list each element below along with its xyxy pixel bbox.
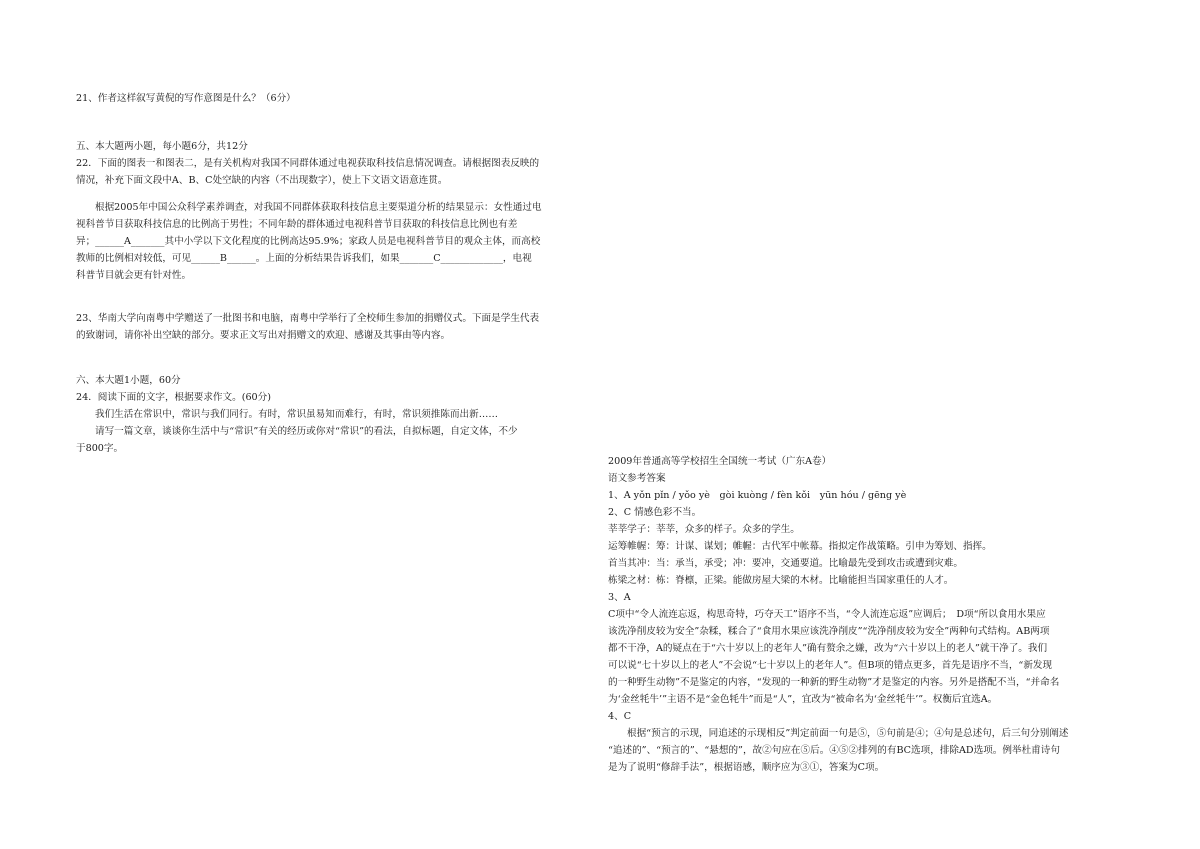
question-24-requirement-line: 于800字。: [76, 443, 124, 454]
answer-2: 2、C 情感色彩不当。: [608, 507, 702, 518]
passage-line: 科普节目就会更有针对性。: [76, 270, 192, 281]
question-24-quote: 我们生活在常识中，常识与我们同行。有时，常识虽易知而难行，有时，常识须推陈而出新……: [95, 409, 498, 420]
answer-2-note: 首当其冲：当：承当，承受；冲：要冲，交通要道。比喻最先受到攻击或遭到灾难。: [608, 558, 963, 569]
section-5-title: 五、本大题两小题，每小题6分，共12分: [76, 141, 248, 152]
answer-2-note: 运筹帷幄：筹：计谋、谋划；帷幄：古代军中帐幕。指拟定作战策略。引申为筹划、指挥。: [608, 541, 992, 552]
answer-2-note: 莘莘学子：莘莘，众多的样子。众多的学生。: [608, 524, 800, 535]
passage-line: 教师的比例相对较低，可见______B______。上面的分析结果告诉我们，如果_______C_____________，电视: [76, 253, 532, 264]
question-22-prompt-line: 22．下面的图表一和图表二，是有关机构对我国不同群体通过电视获取科技信息情况调查。请根据图表反映的: [76, 158, 540, 169]
answer-3-explanation-line: 可以说“七十岁以上的老人”不会说“七十岁以上的老年人”。但B项的错点更多，首先是语序不当，“新发现: [608, 660, 1053, 671]
answer-3-explanation-line: 的一种野生动物”不是鉴定的内容，“发现的一种新的野生动物”才是鉴定的内容。另外是搭配不当，“并命名: [608, 677, 1060, 688]
passage-line: 异；______A_______其中小学以下文化程度的比例高达95.9%；家政人员是电视科普节目的观众主体，而高校: [76, 236, 541, 247]
passage-line: 视科普节目获取科技信息的比例高于男性；不同年龄的群体通过电视科普节目获取的科技信息比例也有差: [76, 219, 518, 230]
question-22-prompt-line: 情况，补充下面文段中A、B、C处空缺的内容（不出现数字），使上下文语文语意连贯。: [76, 175, 448, 186]
answer-1: 1、A yǒn pǐn / yǒo yè gòi kuòng / fèn kǒi yūn hóu / gēng yè: [608, 490, 907, 501]
answer-3-explanation-line: C项中“令人流连忘返，构思奇特，巧夺天工”语序不当，“令人流连忘返”应调后； D项“所以食用水果应: [608, 609, 1046, 620]
answer-key-column: [608, 453, 1124, 776]
answer-3-explanation-line: 都不干净，A的疑点在于“六十岁以上的老年人”确有赘余之嫌，改为“六十岁以上的老人”就干净了。我们: [608, 643, 1048, 654]
answer-key-title: 2009年普通高等学校招生全国统一考试（广东A卷）: [608, 456, 832, 467]
answer-4: 4、C: [608, 711, 632, 722]
passage-line: 根据2005年中国公众科学素养调查，对我国不同群体获取科技信息主要渠道分析的结果显示：女性通过电: [95, 202, 542, 213]
answer-2-note: 栋梁之材：栋：脊檩，正梁。能做房屋大梁的木材。比喻能担当国家重任的人才。: [608, 575, 954, 586]
question-24-requirement-line: 请写一篇文章，谈谈你生活中与“常识”有关的经历或你对“常识”的看法，自拟标题，自定文体，不少: [95, 426, 518, 437]
question-21: [76, 90, 592, 107]
question-23-prompt-line: 23、华南大学向南粤中学赠送了一批图书和电脑，南粤中学举行了全校师生参加的捐赠仪式。下面是学生代表: [76, 313, 540, 324]
answer-4-explanation-line: 是为了说明“修辞手法”，根据语感，顺序应为③①，答案为C项。: [608, 762, 885, 773]
answer-3-explanation-line: 该洗净削皮较为安全”杂糅，糅合了“食用水果应该洗净削皮”“洗净削皮较为安全”两种句式结构。AB两项: [608, 626, 1050, 637]
answer-3: 3、A: [608, 592, 631, 603]
question-21-text: 21、作者这样叙写黄倪的写作意图是什么？（6分）: [76, 93, 296, 104]
answer-3-explanation-line: 为‘金丝牦牛’”主语不是“金色牦牛”而是“人”，宜改为“被命名为‘金丝牦牛’”。权衡后宜选A。: [608, 694, 998, 705]
question-24-prompt: 24．阅读下面的文字，根据要求作文。(60分): [76, 392, 271, 403]
question-23: [76, 310, 592, 344]
question-23-prompt-line: 的致谢词，请你补出空缺的部分。要求正文写出对捐赠文的欢迎、感谢及其事由等内容。: [76, 330, 451, 341]
section-6: [76, 372, 592, 457]
question-22-passage: [76, 199, 592, 284]
answer-4-explanation-line: “追述的”、“预言的”、“悬想的”，故②句应在⑤后。④⑤②排列的有BC选项，排除AD选项。例举杜甫诗句: [608, 745, 1060, 756]
section-6-title: 六、本大题1小题，60分: [76, 375, 181, 386]
answer-4-explanation-line: 根据“预言的示现，同追述的示现相反”判定前面一句是⑤，⑤句前是④；④句是总述句，后三句分别阐述: [627, 728, 1069, 739]
answer-key-subtitle: 语文参考答案: [608, 473, 666, 484]
section-5: [76, 138, 592, 189]
